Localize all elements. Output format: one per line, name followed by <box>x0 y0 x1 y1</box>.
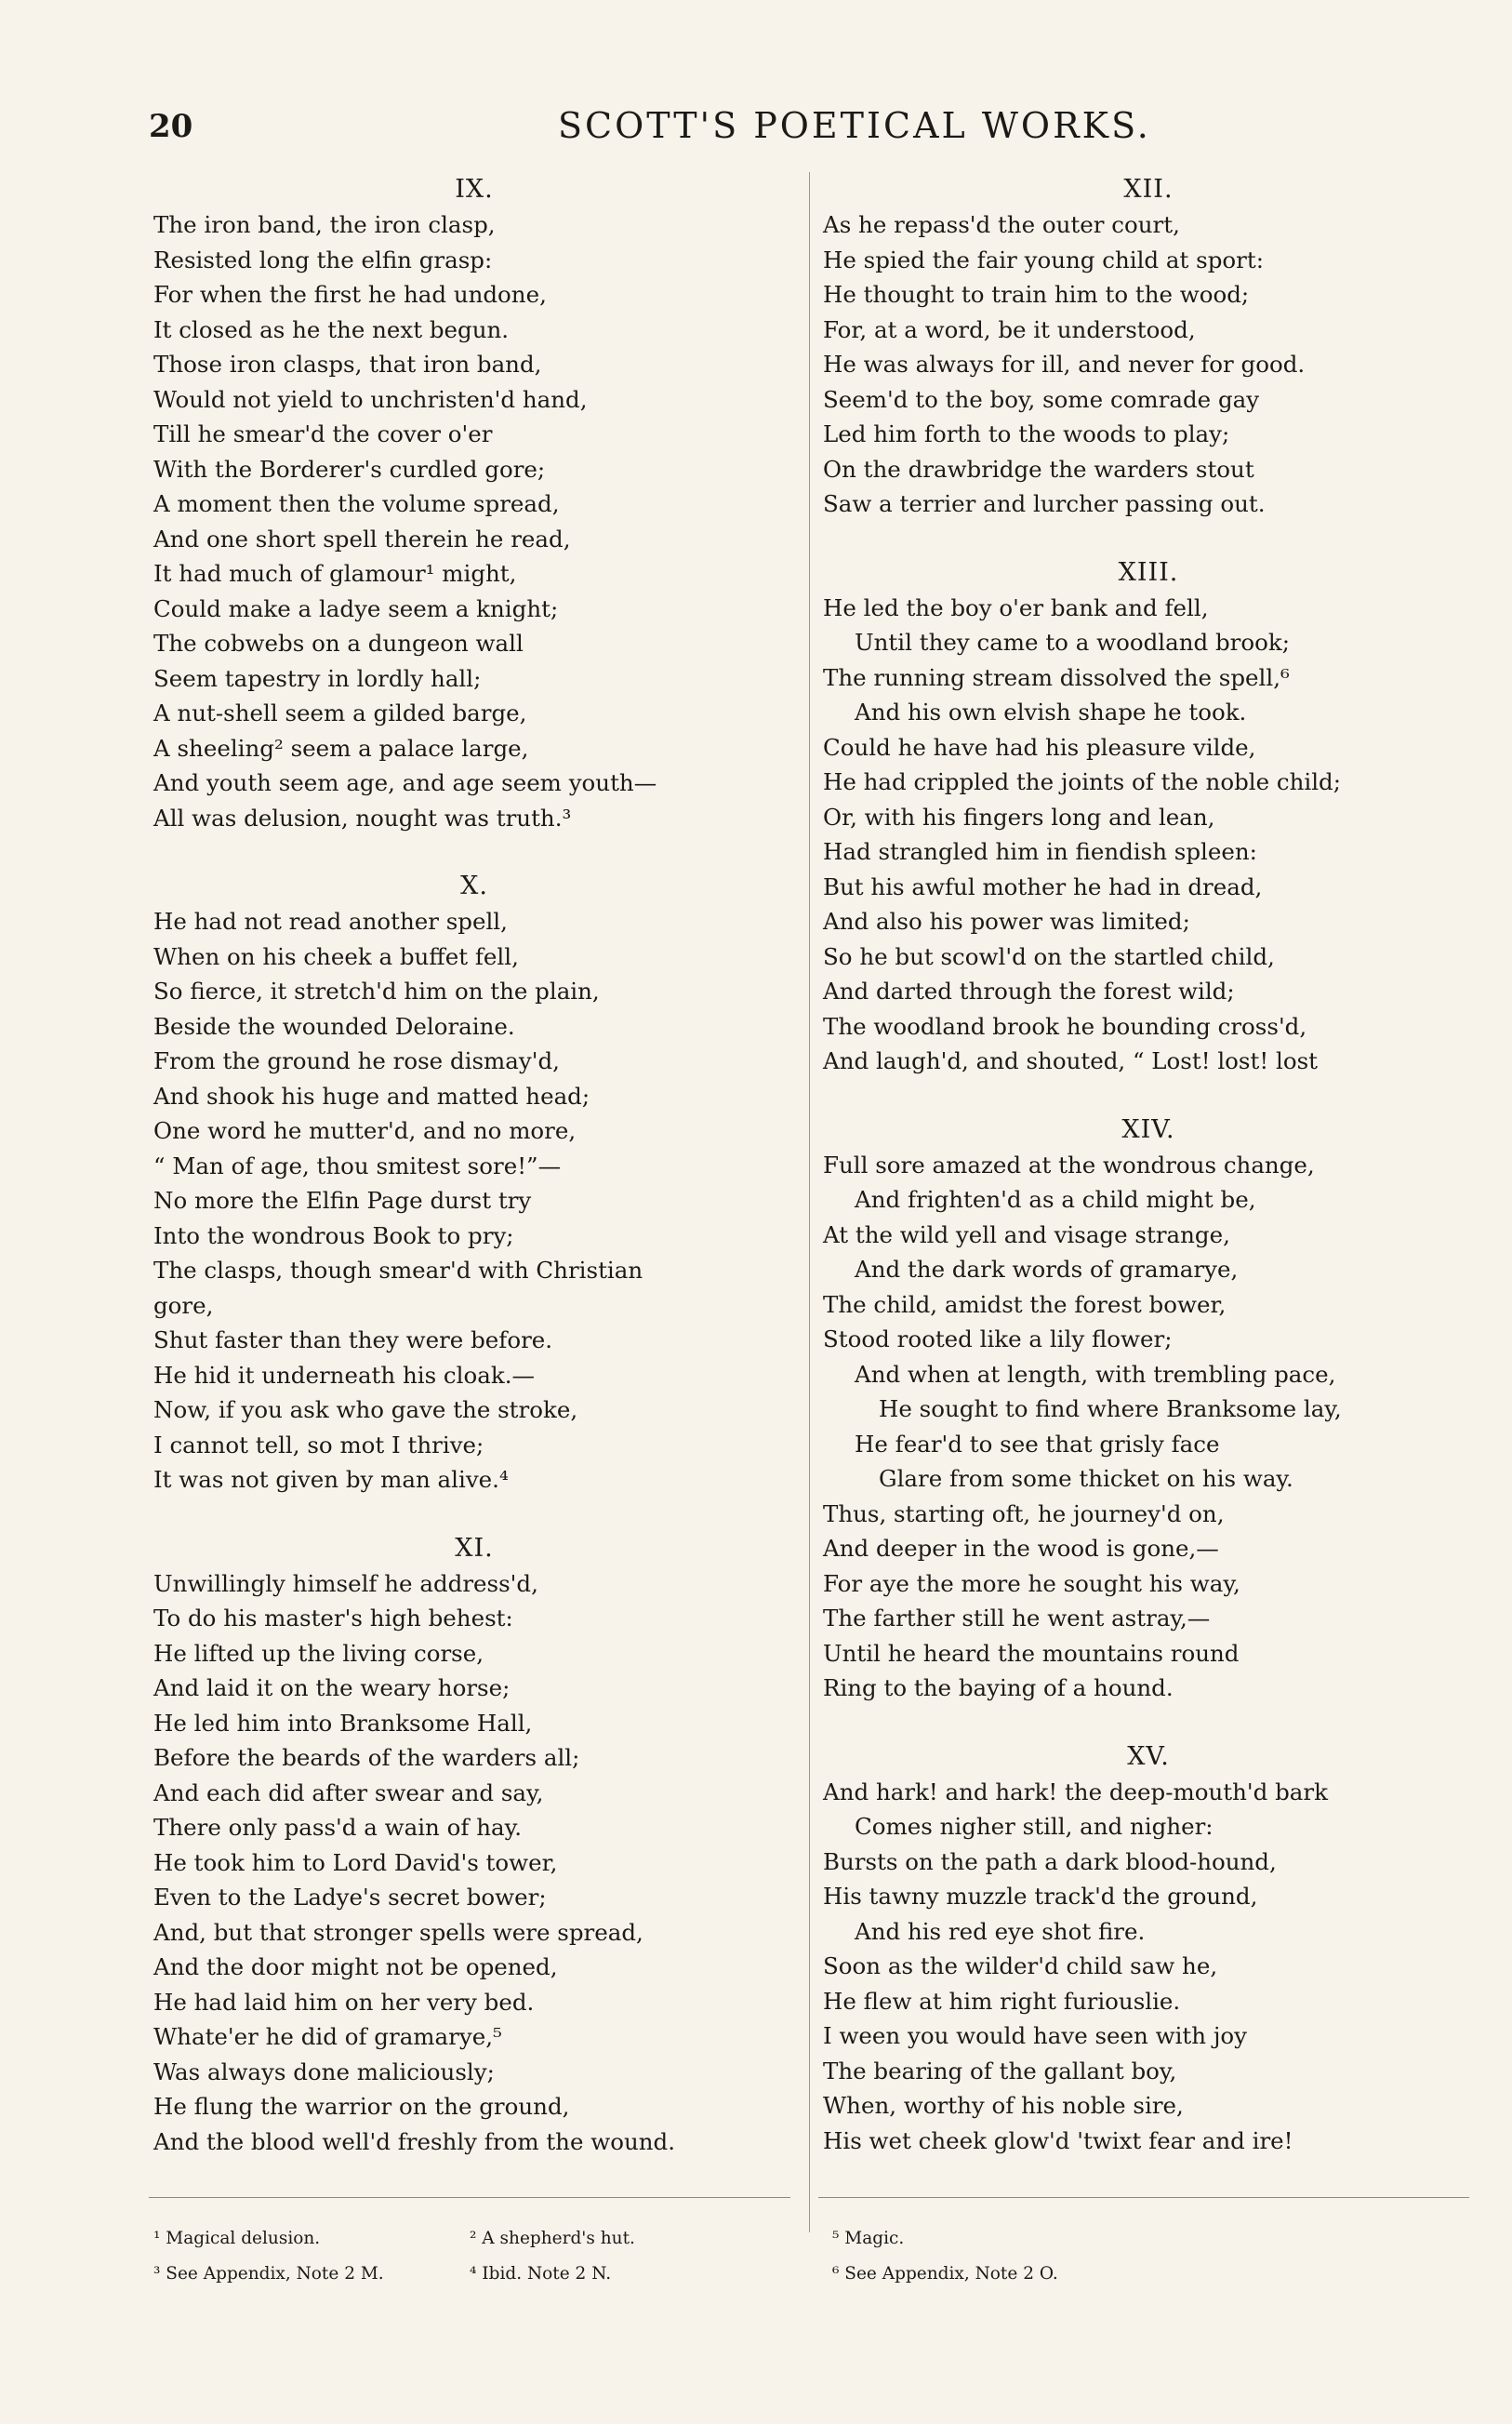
verse-line: Could he have had his pleasure vilde, <box>823 733 1256 761</box>
verse-line: It was not given by man alive.⁴ <box>153 1466 509 1493</box>
verse-line: And frighten'd as a child might be, <box>855 1186 1256 1213</box>
verse-line: He lifted up the living corse, <box>153 1639 484 1667</box>
verse-line: Beside the wounded Deloraine. <box>153 1012 515 1040</box>
verse-line: The woodland brook he bounding cross'd, <box>823 1012 1307 1040</box>
verse-line: The child, amidst the forest bower, <box>823 1290 1227 1318</box>
stanza <box>823 1739 1474 2159</box>
verse-line: On the drawbridge the warders stout <box>823 455 1254 483</box>
verse-line: And deeper in the wood is gone,— <box>823 1535 1219 1562</box>
page-number: 20 <box>149 108 193 145</box>
stanza <box>823 555 1474 1079</box>
footnote-1: ¹ Magical delusion. <box>153 2229 321 2248</box>
verse-line: And the blood well'd freshly from the wound. <box>153 2127 675 2155</box>
verse-line: The iron band, the iron clasp, <box>153 211 496 238</box>
verse-line: He had laid him on her very bed. <box>153 1988 535 2016</box>
verse-line: And when at length, with trembling pace, <box>855 1360 1336 1388</box>
verse-line: With the Borderer's curdled gore; <box>153 455 546 483</box>
verse-line: He thought to train him to the wood; <box>823 281 1250 308</box>
verse-line: He had not read another spell, <box>153 908 508 935</box>
verse-line: He led him into Branksome Hall, <box>153 1709 533 1737</box>
verse-line: Soon as the wilder'd child saw he, <box>823 1952 1218 1979</box>
right-column <box>823 172 1474 2191</box>
stanza <box>823 1112 1474 1706</box>
verse-line: No more the Elfin Page durst try <box>153 1187 532 1214</box>
verse-line: He took him to Lord David's tower, <box>153 1848 558 1876</box>
verse-line: At the wild yell and visage strange, <box>823 1220 1230 1248</box>
verse-line: A moment then the volume spread, <box>153 490 560 517</box>
verse-line: When, worthy of his noble sire, <box>823 2092 1184 2119</box>
running-title: SCOTT'S POETICAL WORKS. <box>558 105 1151 146</box>
verse-line: And the dark words of gramarye, <box>855 1256 1239 1283</box>
verse-line: The farther still he went astray,— <box>823 1605 1211 1632</box>
verse-line: Or, with his fingers long and lean, <box>823 803 1215 831</box>
verse-line: Until he heard the mountains round <box>823 1639 1240 1667</box>
stanza <box>153 1531 795 2160</box>
stanza-title: IX. <box>455 175 494 204</box>
verse-line: He flew at him right furiouslie. <box>823 1987 1181 2015</box>
stanza <box>823 172 1474 522</box>
verse-line: The running stream dissolved the spell,⁶ <box>823 663 1290 691</box>
verse-line: Bursts on the path a dark blood-hound, <box>823 1847 1277 1875</box>
verse-line: Before the beards of the warders all; <box>153 1744 580 1771</box>
verse-line: And his own elvish shape he took. <box>855 699 1247 726</box>
verse-line: For aye the more he sought his way, <box>823 1569 1240 1597</box>
verse-line: Seem tapestry in lordly hall; <box>153 664 482 692</box>
verse-line: And, but that stronger spells were spread, <box>153 1918 643 1946</box>
verse-line: But his awful mother he had in dread, <box>823 872 1263 900</box>
stanza <box>153 172 795 835</box>
stanza-title: X. <box>460 872 488 900</box>
footnote-rule-left <box>149 2197 790 2198</box>
verse-line: Had strangled him in fiendish spleen: <box>823 838 1257 865</box>
verse-line: So fierce, it stretch'd him on the plain, <box>153 978 600 1005</box>
verse-line: Unwillingly himself he address'd, <box>153 1569 538 1597</box>
stanza-title: XV. <box>1127 1741 1170 1771</box>
verse-line: Thus, starting oft, he journey'd on, <box>823 1499 1225 1527</box>
verse-line: And shook his huge and matted head; <box>153 1082 590 1110</box>
verse-line: His wet cheek glow'd 'twixt fear and ire! <box>823 2126 1293 2154</box>
stanza-title: XIII. <box>1118 557 1179 587</box>
verse-line: A nut-shell seem a gilded barge, <box>153 699 527 726</box>
footnote-6: ⁶ See Appendix, Note 2 O. <box>832 2264 1058 2284</box>
verse-line: Resisted long the elfin grasp: <box>153 246 493 273</box>
verse-line: Could make a ladye seem a knight; <box>153 594 559 622</box>
verse-line: His tawny muzzle track'd the ground, <box>823 1883 1258 1910</box>
verse-line: And hark! and hark! the deep-mouth'd bark <box>823 1778 1328 1805</box>
verse-line: When on his cheek a buffet fell, <box>153 942 519 970</box>
stanza-title: XIV. <box>1121 1114 1175 1144</box>
footnote-row <box>153 2257 786 2292</box>
verse-line: Into the wondrous Book to pry; <box>153 1221 514 1249</box>
verse-line: The cobwebs on a dungeon wall <box>153 630 524 657</box>
verse-line: Ring to the baying of a hound. <box>823 1674 1174 1701</box>
verse-line: Till he smear'd the cover o'er <box>153 420 493 447</box>
verse-line: He sought to find where Branksome lay, <box>879 1395 1342 1422</box>
left-column <box>153 172 795 2192</box>
verse-line: And also his power was limited; <box>823 908 1190 935</box>
verse-line: And the door might not be opened, <box>153 1953 558 1980</box>
verse-line: He was always for ill, and never for good. <box>823 351 1306 378</box>
verse-line: gore, <box>153 1291 214 1319</box>
verse-line: Stood rooted like a lily flower; <box>823 1325 1173 1352</box>
verse-line: And one short spell therein he read, <box>153 525 571 553</box>
stanza-title: XII. <box>1123 175 1174 204</box>
verse-line: Was always done maliciously; <box>153 2058 495 2085</box>
verse-line: To do his master's high behest: <box>153 1605 513 1632</box>
verse-line: Seem'd to the boy, some comrade gay <box>823 385 1260 413</box>
footnote-2: ² A shepherd's hut. <box>470 2229 635 2248</box>
verse-line: It had much of glamour¹ might, <box>153 560 517 587</box>
verse-line: He fear'd to see that grisly face <box>855 1430 1220 1458</box>
footnote-5: ⁵ Magic. <box>832 2229 905 2248</box>
verse-line: “ Man of age, thou smitest sore!”— <box>153 1152 562 1179</box>
verse-line: From the ground he rose dismay'd, <box>153 1047 560 1074</box>
verse-line: He hid it underneath his cloak.— <box>153 1361 535 1389</box>
footnotes-left <box>153 2221 786 2292</box>
verse-line: And his red eye shot fire. <box>855 1917 1146 1945</box>
verse-line: Whate'er he did of gramarye,⁵ <box>153 2023 502 2050</box>
verse-line: A sheeling² seem a palace large, <box>153 734 529 762</box>
verse-line: He led the boy o'er bank and fell, <box>823 593 1209 621</box>
verse-line: Led him forth to the woods to play; <box>823 420 1230 447</box>
verse-line: Full sore amazed at the wondrous change, <box>823 1151 1315 1179</box>
footnote-rule-right <box>818 2197 1469 2198</box>
footnotes-right <box>832 2221 1297 2292</box>
verse-line: I ween you would have seen with joy <box>823 2022 1248 2049</box>
verse-line: Until they came to a woodland brook; <box>855 629 1290 656</box>
verse-line: For, at a word, be it understood, <box>823 315 1196 343</box>
verse-line: He had crippled the joints of the noble child; <box>823 768 1341 795</box>
verse-line: So he but scowl'd on the startled child, <box>823 942 1275 970</box>
verse-line: Saw a terrier and lurcher passing out. <box>823 490 1266 517</box>
verse-line: Now, if you ask who gave the stroke, <box>153 1396 578 1423</box>
footnote-3: ³ See Appendix, Note 2 M. <box>153 2264 384 2284</box>
footnote-row <box>153 2221 786 2257</box>
verse-line: And laugh'd, and shouted, “ Lost! lost! lost <box>823 1047 1318 1074</box>
verse-line: Comes nigher still, and nigher: <box>855 1813 1214 1840</box>
verse-line: As he repass'd the outer court, <box>823 211 1180 238</box>
verse-line: He spied the fair young child at sport: <box>823 246 1264 273</box>
stanza <box>153 869 795 1498</box>
verse-line: There only pass'd a wain of hay. <box>153 1814 522 1841</box>
verse-line: The bearing of the gallant boy, <box>823 2057 1177 2084</box>
verse-line: Those iron clasps, that iron band, <box>153 351 542 378</box>
verse-line: Even to the Ladye's secret bower; <box>153 1884 547 1911</box>
verse-line: And youth seem age, and age seem youth— <box>153 769 657 796</box>
verse-line: One word he mutter'd, and no more, <box>153 1117 577 1144</box>
verse-line: He flung the warrior on the ground, <box>153 2093 570 2120</box>
verse-line: And laid it on the weary horse; <box>153 1674 511 1701</box>
verse-line: I cannot tell, so mot I thrive; <box>153 1431 484 1458</box>
column-divider <box>809 172 810 2232</box>
verse-line: The clasps, though smear'd with Christian <box>153 1257 643 1284</box>
verse-line: Shut faster than they were before. <box>153 1326 553 1353</box>
verse-line: And darted through the forest wild; <box>823 978 1235 1005</box>
verse-line: Would not yield to unchristen'd hand, <box>153 385 588 413</box>
verse-line: All was delusion, nought was truth.³ <box>153 804 572 832</box>
verse-line: For when the first he had undone, <box>153 281 547 308</box>
verse-line: Glare from some thicket on his way. <box>879 1465 1293 1492</box>
stanza-title: XI. <box>455 1533 494 1563</box>
footnote-4: ⁴ Ibid. Note 2 N. <box>470 2264 612 2284</box>
verse-line: It closed as he the next begun. <box>153 315 510 343</box>
verse-line: And each did after swear and say, <box>153 1778 544 1806</box>
